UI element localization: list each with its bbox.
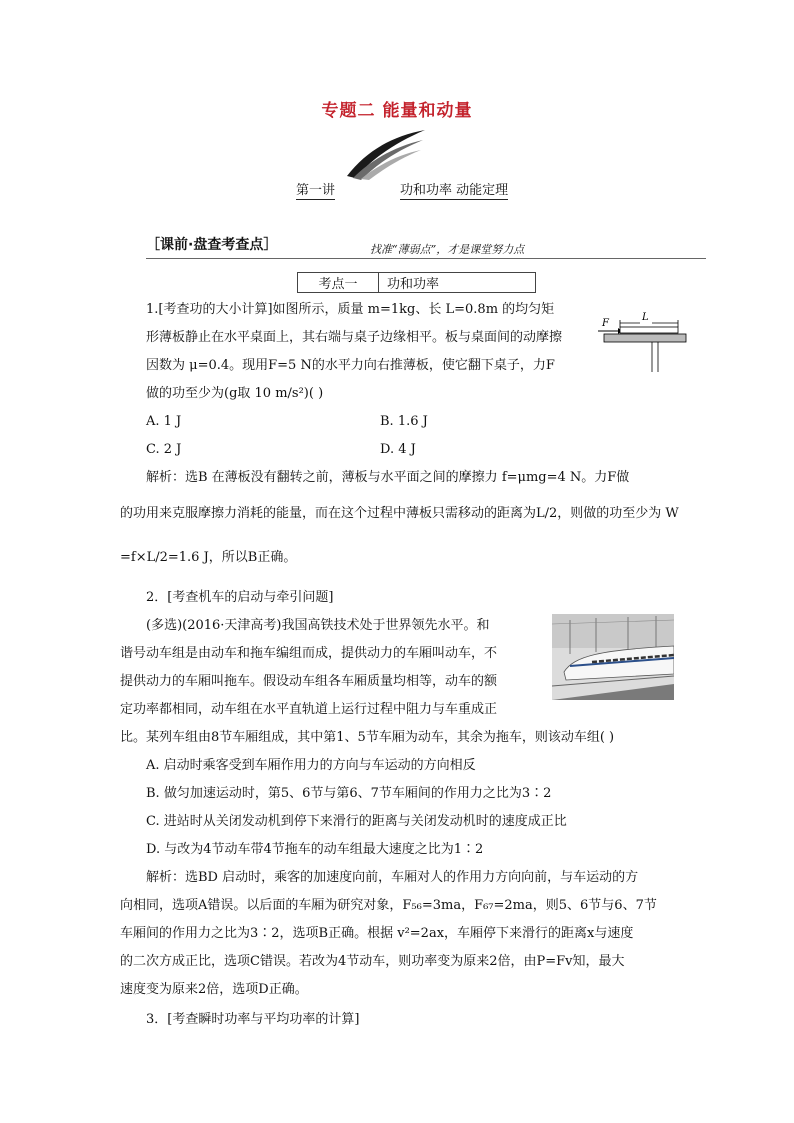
table-top bbox=[604, 334, 686, 342]
board bbox=[620, 327, 678, 333]
q1-analysis-line-2: 的功用来克服摩擦力消耗的能量，而在这个过程中薄板只需移动的距离为L/2，则做的功至少为 W bbox=[120, 506, 679, 521]
swoosh-decoration bbox=[345, 128, 427, 180]
q1-option-d: D. 4 J bbox=[380, 442, 416, 457]
q2-analysis-line-4: 的二次方成正比，选项C错误。若改为4节动车，则功率变为原来2倍，由P=Fv知，最大 bbox=[120, 954, 625, 969]
q1-line-3: 因数为 μ=0.4。现用F=5 N的水平力向右推薄板，使它翻下桌子，力F bbox=[146, 358, 555, 373]
knowledge-point-label: 考点一 bbox=[298, 273, 379, 293]
q2-body-line-1: (多选)(2016·天津高考)我国高铁技术处于世界领先水平。和 bbox=[146, 618, 490, 633]
q1-analysis-line-3: =f×L/2=1.6 J，所以B正确。 bbox=[120, 550, 297, 565]
q2-analysis-line-2: 向相同，选项A错误。以后面的车厢为研究对象，F₅₆=3ma，F₆₇=2ma，则5、6节与6、7节 bbox=[120, 898, 657, 913]
q2-option-d: D. 与改为4节动车带4节拖车的动车组最大速度之比为1∶2 bbox=[146, 842, 484, 857]
knowledge-point-title: 功和功率 bbox=[379, 273, 536, 293]
q2-option-a: A. 启动时乘客受到车厢作用力的方向与车运动的方向相反 bbox=[146, 758, 476, 773]
q2-body-line-2: 谐号动车组是由动车和拖车编组而成，提供动力的车厢叫动车，不 bbox=[120, 646, 498, 661]
q2-option-c: C. 进站时从关闭发动机到停下来滑行的距离与关闭发动机时的速度成正比 bbox=[146, 814, 567, 829]
high-speed-train-photo bbox=[552, 614, 674, 700]
q1-analysis-line-1: 解析：选B 在薄板没有翻转之前，薄板与水平面之间的摩擦力 f=μmg=4 N。力F做 bbox=[146, 470, 630, 485]
q1-line-2: 形薄板静止在水平桌面上，其右端与桌子边缘相平。板与桌面间的动摩擦 bbox=[146, 330, 563, 345]
section-label: ［课前·盘查考查点］ bbox=[146, 237, 278, 253]
q3-heading: 3．[考查瞬时功率与平均功率的计算] bbox=[146, 1012, 360, 1027]
q1-board-on-table-figure bbox=[596, 308, 688, 374]
lecture-number: 第一讲 bbox=[296, 179, 335, 200]
q2-body-line-5: 比。某列车组由8节车厢组成，其中第1、5节车厢为动车，其余为拖车，则该动车组( ) bbox=[120, 730, 615, 745]
q1-line-4: 做的功至少为(g取 10 m/s²)( ) bbox=[146, 386, 324, 401]
q1-line-1: 1.[考查功的大小计算]如图所示，质量 m=1kg、长 L=0.8m 的均匀矩 bbox=[146, 302, 555, 317]
q2-option-b: B. 做匀加速运动时，第5、6节与第6、7节车厢间的作用力之比为3∶2 bbox=[146, 786, 552, 801]
force-label: F bbox=[602, 318, 609, 329]
q2-body-line-4: 定功率都相同，动车组在水平直轨道上运行过程中阻力与车重成正 bbox=[120, 702, 498, 717]
length-label: L bbox=[642, 312, 649, 323]
q1-option-b: B. 1.6 J bbox=[380, 414, 428, 429]
knowledge-point-table bbox=[297, 272, 536, 293]
q1-option-a: A. 1 J bbox=[146, 414, 182, 429]
page-title: 专题二 能量和动量 bbox=[321, 101, 473, 121]
q2-analysis-line-3: 车厢间的作用力之比为3∶2，选项B正确。根据 v²=2ax，车厢停下来滑行的距离x与速度 bbox=[120, 926, 634, 941]
q2-heading: 2．[考查机车的启动与牵引问题] bbox=[146, 590, 334, 605]
q2-body-line-3: 提供动力的车厢叫拖车。假设动车组各车厢质量均相等，动车的额 bbox=[120, 674, 498, 689]
q1-option-c: C. 2 J bbox=[146, 442, 182, 457]
lecture-title: 功和功率 动能定理 bbox=[400, 179, 508, 200]
q2-analysis-line-5: 速度变为原来2倍，选项D正确。 bbox=[120, 982, 308, 997]
section-divider bbox=[146, 258, 706, 259]
q2-analysis-line-1: 解析：选BD 启动时，乘客的加速度向前，车厢对人的作用力方向向前，与车运动的方 bbox=[146, 870, 639, 885]
section-tip: 找准“薄弱点”，才是课堂努力点 bbox=[370, 243, 525, 256]
